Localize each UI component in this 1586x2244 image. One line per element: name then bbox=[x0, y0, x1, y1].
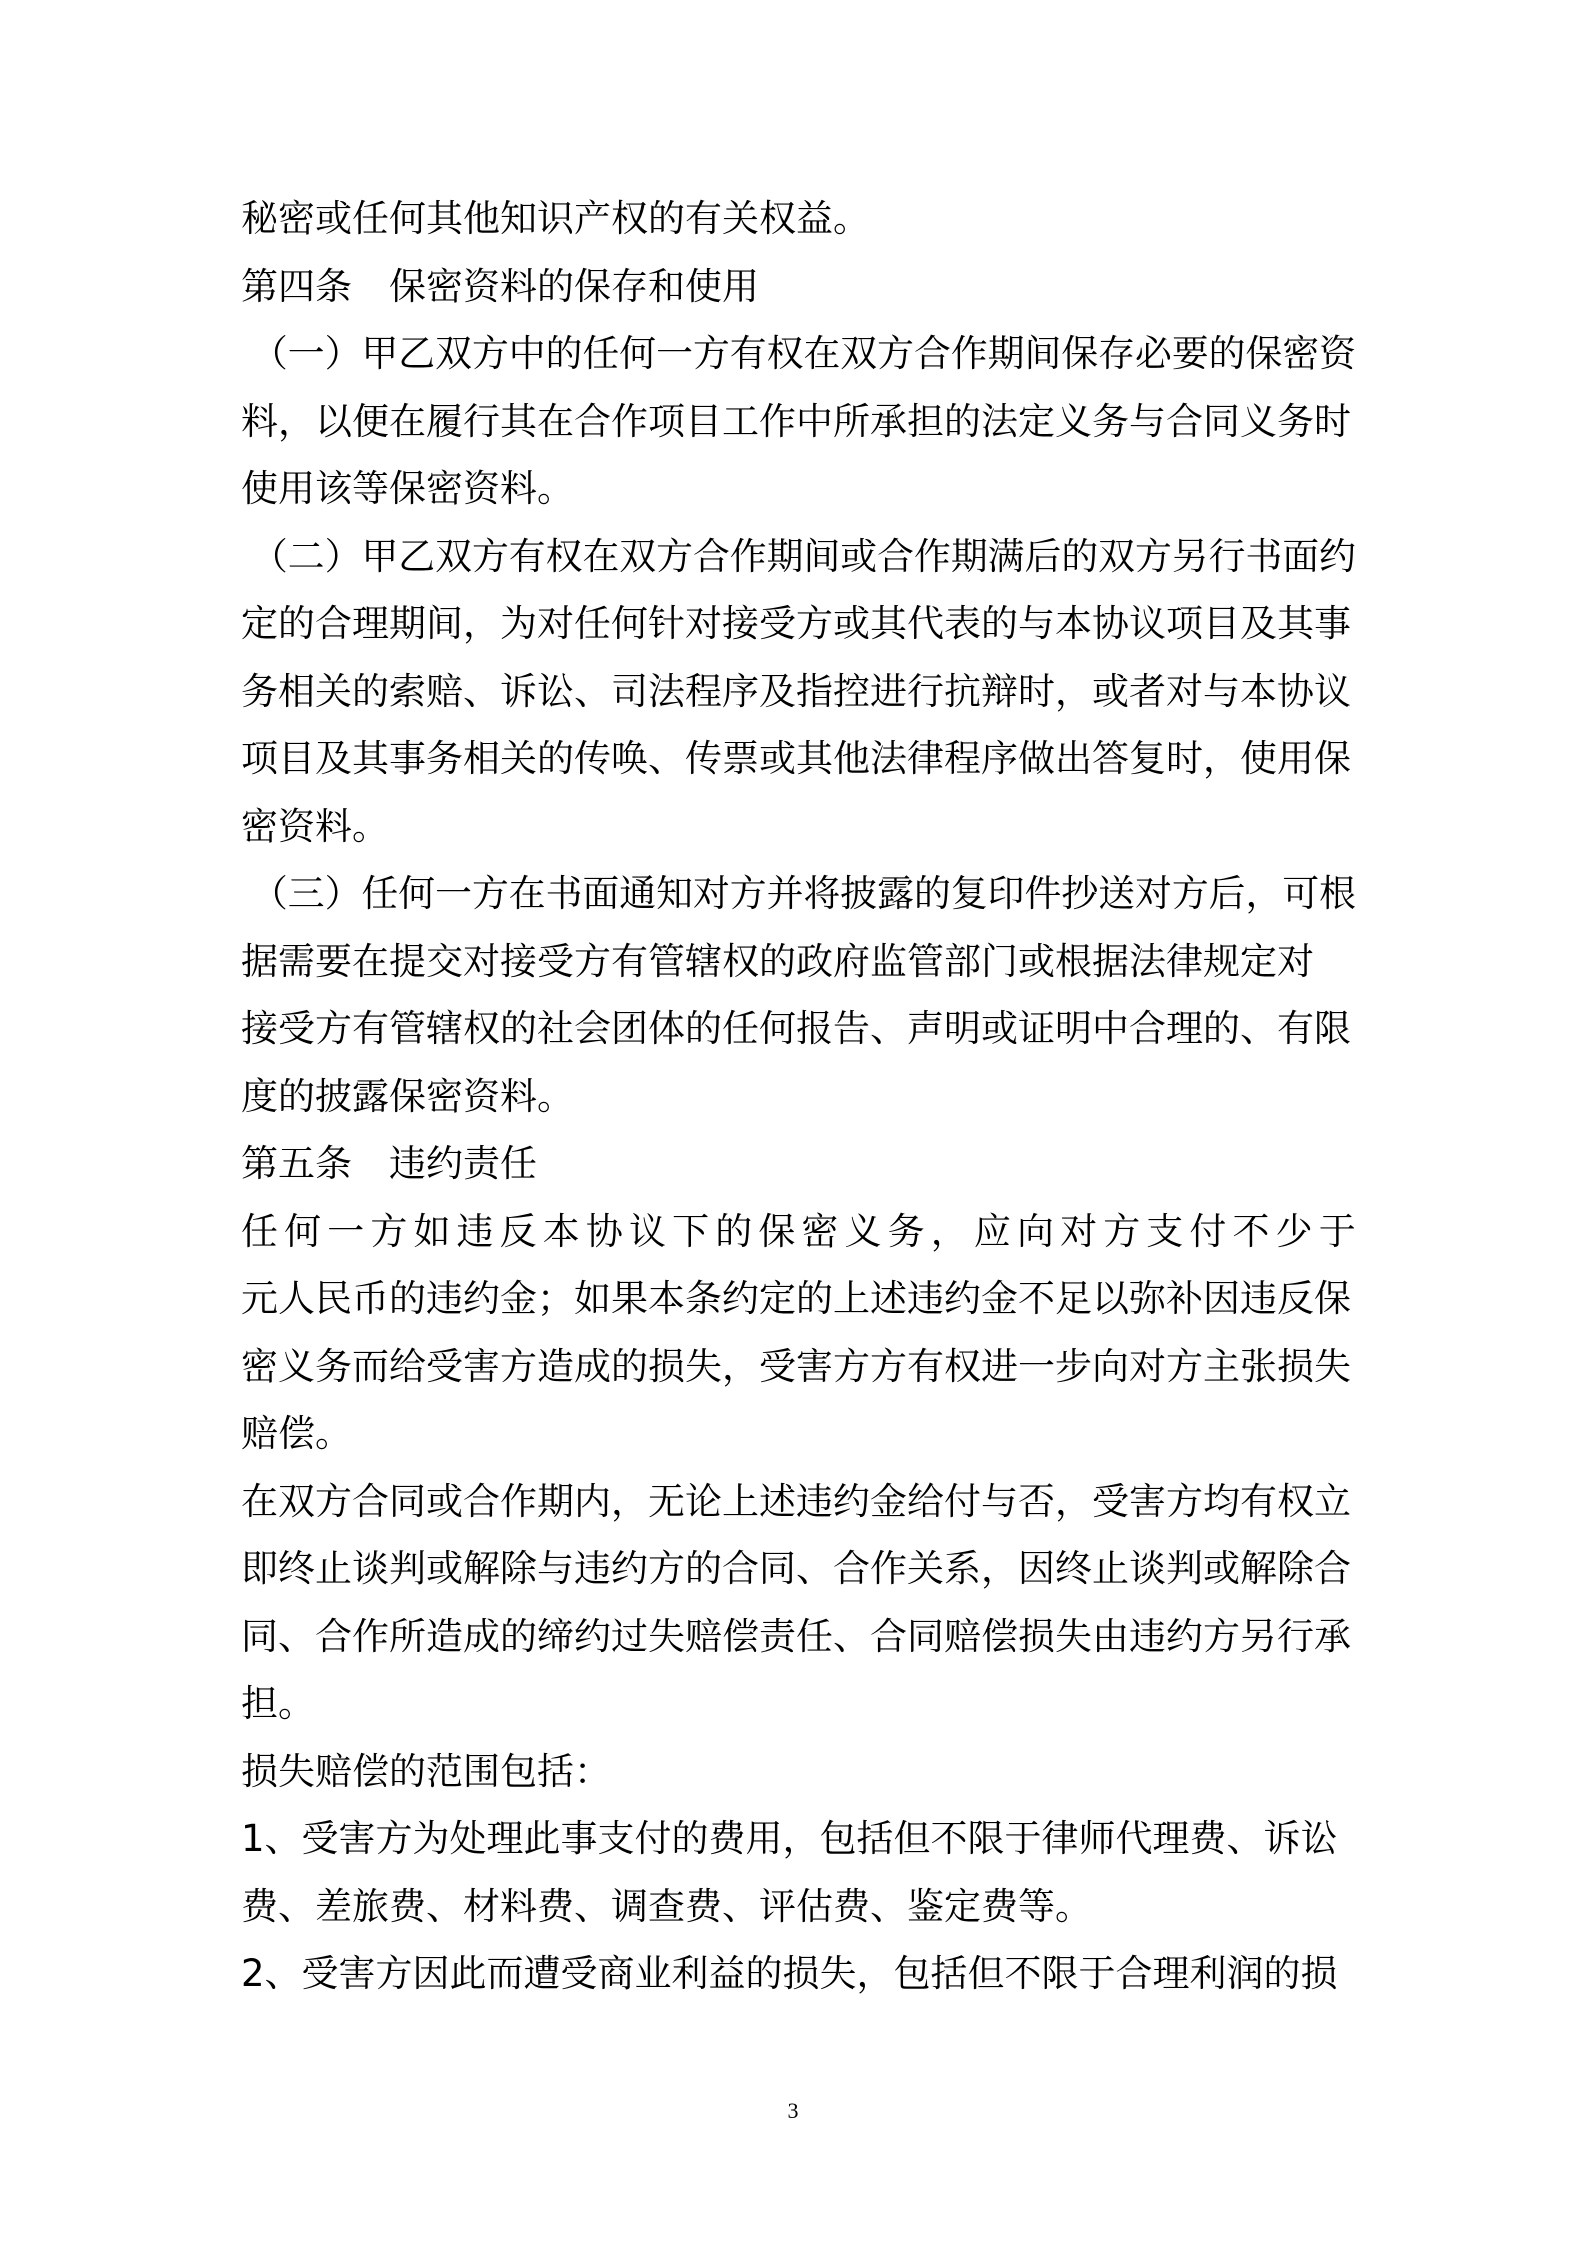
justified-char: 应 bbox=[973, 1209, 1011, 1253]
body-line: 秘密或任何其他知识产权的有关权益。 bbox=[241, 197, 870, 240]
justified-char: 任 bbox=[241, 1209, 278, 1253]
justified-char: 于 bbox=[1318, 1209, 1356, 1253]
list-item-2: 2、受害方因此而遭受商业利益的损失，包括但不限于合理利润的损 bbox=[241, 1952, 1338, 1995]
justified-char: 义 bbox=[844, 1209, 882, 1253]
body-line: 使用该等保密资料。 bbox=[241, 467, 574, 510]
justified-char: 协 bbox=[585, 1209, 623, 1253]
justified-char: 少 bbox=[1275, 1209, 1313, 1253]
justified-char: 的 bbox=[715, 1209, 753, 1253]
body-line: 损失赔偿的范围包括： bbox=[241, 1749, 611, 1793]
body-line: 密资料。 bbox=[241, 804, 389, 848]
justified-char: 议 bbox=[628, 1209, 666, 1253]
section-heading-article-5: 第五条 违约责任 bbox=[241, 1142, 537, 1185]
list-item-1: 1、受害方为处理此事支付的费用，包括但不限于律师代理费、诉讼 bbox=[241, 1817, 1338, 1860]
justified-char: 密 bbox=[801, 1209, 839, 1253]
list-item-1-continued: 费、差旅费、材料费、调查费、评估费、鉴定费等。 bbox=[241, 1884, 1092, 1928]
body-line: （一）甲乙双方中的任何一方有权在双方合作期间保存必要的保密资 bbox=[250, 332, 1357, 375]
justified-char: 对 bbox=[1060, 1209, 1098, 1253]
justified-char: 反 bbox=[499, 1209, 537, 1253]
justified-char: 何 bbox=[284, 1209, 322, 1253]
justified-char: ， bbox=[930, 1209, 968, 1253]
body-line: 料，以便在履行其在合作项目工作中所承担的法定义务与合同义务时 bbox=[241, 399, 1351, 443]
justified-char: 保 bbox=[758, 1209, 796, 1253]
body-line: 据需要在提交对接受方有管辖权的政府监管部门或根据法律规定对 bbox=[241, 939, 1314, 983]
justified-char: 务 bbox=[887, 1209, 925, 1253]
justified-char: 支 bbox=[1146, 1209, 1184, 1253]
justified-char: 如 bbox=[413, 1209, 451, 1253]
page-number: 3 bbox=[787, 2098, 799, 2123]
body-line: 接受方有管辖权的社会团体的任何报告、声明或证明中合理的、有限 bbox=[241, 1007, 1351, 1050]
justified-char: 本 bbox=[542, 1209, 580, 1253]
justified-char: 付 bbox=[1189, 1209, 1227, 1253]
justified-char: 方 bbox=[370, 1209, 408, 1253]
body-line-justified bbox=[241, 1198, 1356, 1266]
body-line: 担。 bbox=[241, 1682, 315, 1725]
justified-char: 下 bbox=[672, 1209, 710, 1253]
body-line: 元人民币的违约金；如果本条约定的上述违约金不足以弥补因违反保 bbox=[241, 1277, 1351, 1320]
justified-char: 方 bbox=[1103, 1209, 1141, 1253]
document-body bbox=[241, 185, 1356, 2008]
body-line: 在双方合同或合作期内，无论上述违约金给付与否，受害方均有权立 bbox=[241, 1479, 1351, 1523]
body-line: 务相关的索赔、诉讼、司法程序及指控进行抗辩时，或者对与本协议 bbox=[241, 669, 1351, 713]
justified-char: 向 bbox=[1016, 1209, 1054, 1253]
body-line: 度的披露保密资料。 bbox=[241, 1074, 574, 1118]
body-line: 密义务而给受害方造成的损失，受害方方有权进一步向对方主张损失 bbox=[241, 1344, 1351, 1388]
justified-char: 违 bbox=[456, 1209, 494, 1253]
body-line: （三）任何一方在书面通知对方并将披露的复印件抄送对方后，可根 bbox=[250, 872, 1357, 915]
section-heading-article-4: 第四条 保密资料的保存和使用 bbox=[241, 264, 759, 308]
body-line: 定的合理期间，为对任何针对接受方或其代表的与本协议项目及其事 bbox=[241, 602, 1351, 645]
body-line: 同、合作所造成的缔约过失赔偿责任、合同赔偿损失由违约方另行承 bbox=[241, 1614, 1351, 1658]
body-line: 即终止谈判或解除与违约方的合同、合作关系，因终止谈判或解除合 bbox=[241, 1547, 1351, 1590]
justified-char: 一 bbox=[327, 1209, 365, 1253]
body-line: 项目及其事务相关的传唤、传票或其他法律程序做出答复时，使用保 bbox=[241, 737, 1351, 780]
body-line: 赔偿。 bbox=[241, 1412, 352, 1455]
justified-char: 不 bbox=[1232, 1209, 1270, 1253]
body-line: （二）甲乙双方有权在双方合作期间或合作期满后的双方另行书面约 bbox=[250, 534, 1357, 578]
